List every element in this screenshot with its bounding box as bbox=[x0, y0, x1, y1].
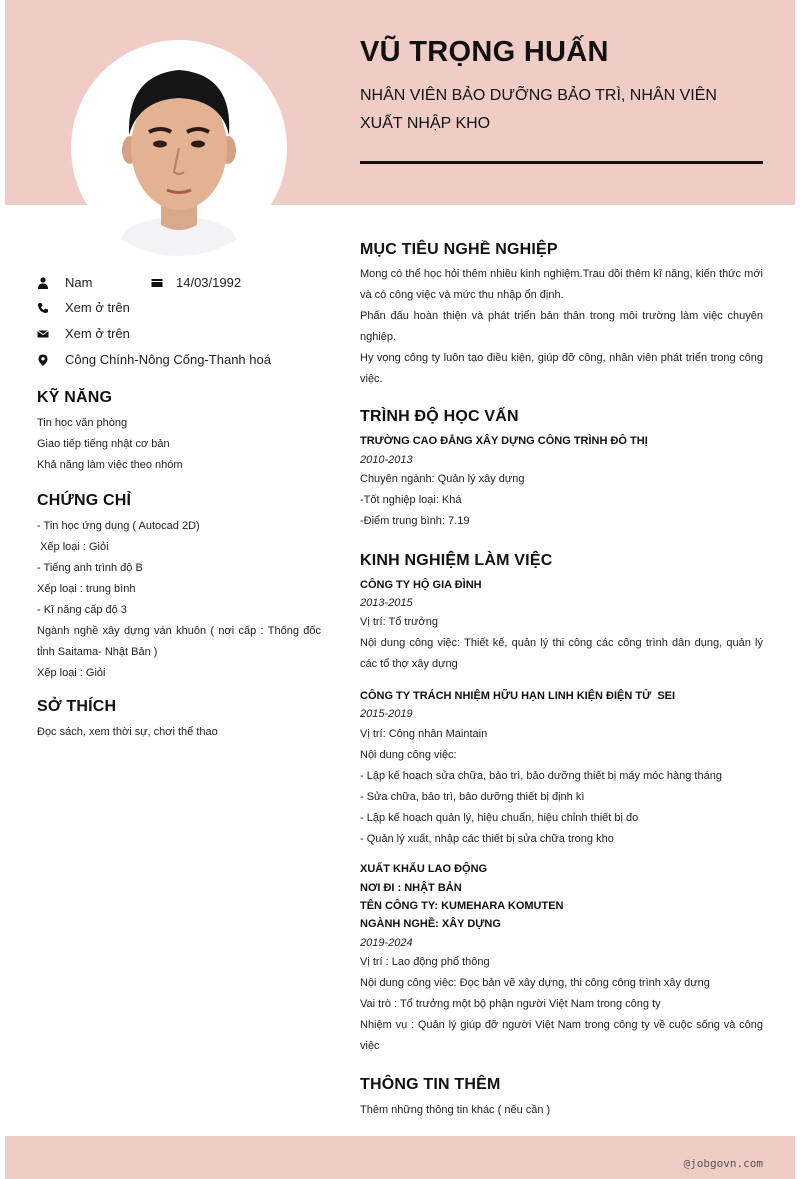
certificates-list bbox=[37, 516, 325, 684]
list-item: Xếp loại : trung bình bbox=[37, 583, 136, 595]
job-role: Vị trí: Tổ trưởng bbox=[360, 616, 438, 628]
hobbies-text: Đọc sách, xem thời sự, chơi thể thao bbox=[37, 726, 218, 738]
list-item: -Tốt nghiệp loại: Khá bbox=[360, 494, 462, 506]
list-item: Giao tiếp tiếng nhật cơ bản bbox=[37, 438, 170, 450]
contact-phone bbox=[37, 300, 130, 315]
list-item: Khả năng làm việc theo nhóm bbox=[37, 459, 183, 471]
location-icon bbox=[37, 354, 49, 366]
paragraph: Mong có thể học hỏi thêm nhiều kinh nghiệm.Trau dồi thêm kĩ năng, kiến thức mới và có công việc và mức thu nhập ổn định. bbox=[360, 268, 763, 301]
contact-email bbox=[37, 326, 130, 341]
job-details bbox=[360, 952, 763, 1057]
list-item: Xếp loại : Giỏi bbox=[37, 667, 106, 679]
email-value: Xem ở trên bbox=[65, 326, 130, 341]
list-item: - Sửa chữa, bảo trì, bảo dưỡng thiết bị định kì bbox=[360, 791, 585, 803]
address-value: Công Chính-Nông Cống-Thanh hoá bbox=[65, 352, 271, 367]
list-item: Chuyên ngành: Quản lý xây dựng bbox=[360, 473, 525, 485]
job-heading-line: XUẤT KHẨU LAO ĐỘNG bbox=[360, 863, 488, 875]
list-item: -Điểm trung bình: 7.19 bbox=[360, 515, 470, 527]
calendar-icon bbox=[151, 277, 163, 289]
job-period: 2013-2015 bbox=[360, 597, 413, 609]
experience-heading: KINH NGHIỆM LÀM VIỆC bbox=[360, 552, 553, 569]
list-item: Ngành nghề xây dựng ván khuôn ( nơi cấp : Thống đốc tỉnh Saitama- Nhật Bản ) bbox=[37, 625, 325, 658]
gender-value: Nam bbox=[65, 275, 93, 290]
list-item: - Lập kế hoạch quản lý, hiệu chuẩn, hiệu chỉnh thiết bị đo bbox=[360, 812, 639, 824]
list-item: - Lập kế hoạch sửa chữa, bảo trì, bảo dưỡng thiết bị máy móc hàng tháng bbox=[360, 770, 722, 782]
education-period: 2010-2013 bbox=[360, 454, 413, 466]
list-item: Vị trí : Lao động phổ thông bbox=[360, 956, 490, 968]
hobbies-heading: SỞ THÍCH bbox=[37, 698, 117, 715]
list-item: Xếp loại : Giỏi bbox=[37, 541, 109, 553]
list-item: - Quản lý xuất, nhập các thiết bị sửa chữa trong kho bbox=[360, 833, 614, 845]
job-heading-line: NGÀNH NGHỀ: XÂY DỰNG bbox=[360, 918, 501, 930]
objective-body bbox=[360, 264, 763, 390]
list-item: - Tin học ứng dụng ( Autocad 2D) bbox=[37, 520, 200, 532]
header-divider bbox=[360, 161, 763, 164]
footer-band bbox=[5, 1136, 795, 1179]
job-duty: Nhiệm vụ : Quản lý giúp đỡ người Việt Nam trong công ty về cuộc sống và công việc bbox=[360, 1019, 763, 1052]
extra-info-text: Thêm những thông tin khác ( nếu cần ) bbox=[360, 1104, 551, 1116]
list-item: Nội dung công việc: Đọc bản vẽ xây dựng, thi công công trình xây dựng bbox=[360, 977, 710, 989]
avatar bbox=[71, 40, 287, 256]
contact-address bbox=[37, 352, 271, 367]
school-name: TRƯỜNG CAO ĐẲNG XÂY DỰNG CÔNG TRÌNH ĐÔ THỊ bbox=[360, 435, 648, 447]
contact-gender bbox=[37, 275, 92, 290]
person-icon bbox=[37, 277, 49, 289]
email-icon bbox=[37, 328, 49, 340]
target-position: NHÂN VIÊN BẢO DƯỠNG BẢO TRÌ, NHÂN VIÊN XUẤT NHẬP KHO bbox=[360, 87, 717, 132]
extra-info-heading: THÔNG TIN THÊM bbox=[360, 1076, 501, 1093]
paragraph: Phấn đấu hoàn thiện và phát triển bản thân trong môi trường làm việc chuyên nghiệp. bbox=[360, 310, 763, 343]
phone-icon bbox=[37, 302, 49, 314]
objective-heading: MỤC TIÊU NGHỀ NGHIỆP bbox=[360, 241, 558, 258]
job-company: CÔNG TY TRÁCH NHIỆM HỮU HẠN LINH KIỆN ĐIỆN TỬ SEI bbox=[360, 690, 676, 702]
job-details bbox=[360, 724, 763, 850]
job-period: 2019-2024 bbox=[360, 937, 413, 949]
footer-brand: @jobgovn.com bbox=[683, 1157, 763, 1170]
job-heading-line: NƠI ĐI : NHẬT BẢN bbox=[360, 882, 462, 894]
job-heading-line: TÊN CÔNG TY: KUMEHARA KOMUTEN bbox=[360, 900, 564, 912]
contact-dob bbox=[151, 275, 241, 290]
list-item: - Kĩ năng cấp độ 3 bbox=[37, 604, 127, 616]
job-company: CÔNG TY HỘ GIA ĐÌNH bbox=[360, 579, 482, 591]
job-description: Nội dung công việc: Thiết kế, quản lý thi công các công trình dân dụng, quản lý các tổ thợ xây dựng bbox=[360, 637, 763, 670]
list-item: Vai trò : Tổ trưởng một bộ phận người Việt Nam trong công ty bbox=[360, 998, 661, 1010]
candidate-name: VŨ TRỌNG HUẤN bbox=[360, 36, 609, 68]
job-period: 2015-2019 bbox=[360, 708, 413, 720]
list-item: - Tiếng anh trình độ B bbox=[37, 562, 143, 574]
phone-value: Xem ở trên bbox=[65, 300, 130, 315]
certificates-heading: CHỨNG CHỈ bbox=[37, 492, 132, 509]
skills-list bbox=[37, 413, 327, 476]
dob-value: 14/03/1992 bbox=[176, 275, 242, 290]
education-details bbox=[360, 469, 763, 532]
education-heading: TRÌNH ĐỘ HỌC VẤN bbox=[360, 408, 519, 425]
job-role: Vị trí: Công nhân Maintain bbox=[360, 728, 488, 740]
list-item: Nội dung công việc: bbox=[360, 749, 457, 761]
paragraph: Hy vọng công ty luôn tạo điều kiện, giúp đỡ công, nhân viên phát triển trong công việc. bbox=[360, 352, 763, 385]
job-details bbox=[360, 612, 763, 675]
skills-heading: KỸ NĂNG bbox=[37, 389, 113, 406]
list-item: Tin học văn phòng bbox=[37, 417, 128, 429]
